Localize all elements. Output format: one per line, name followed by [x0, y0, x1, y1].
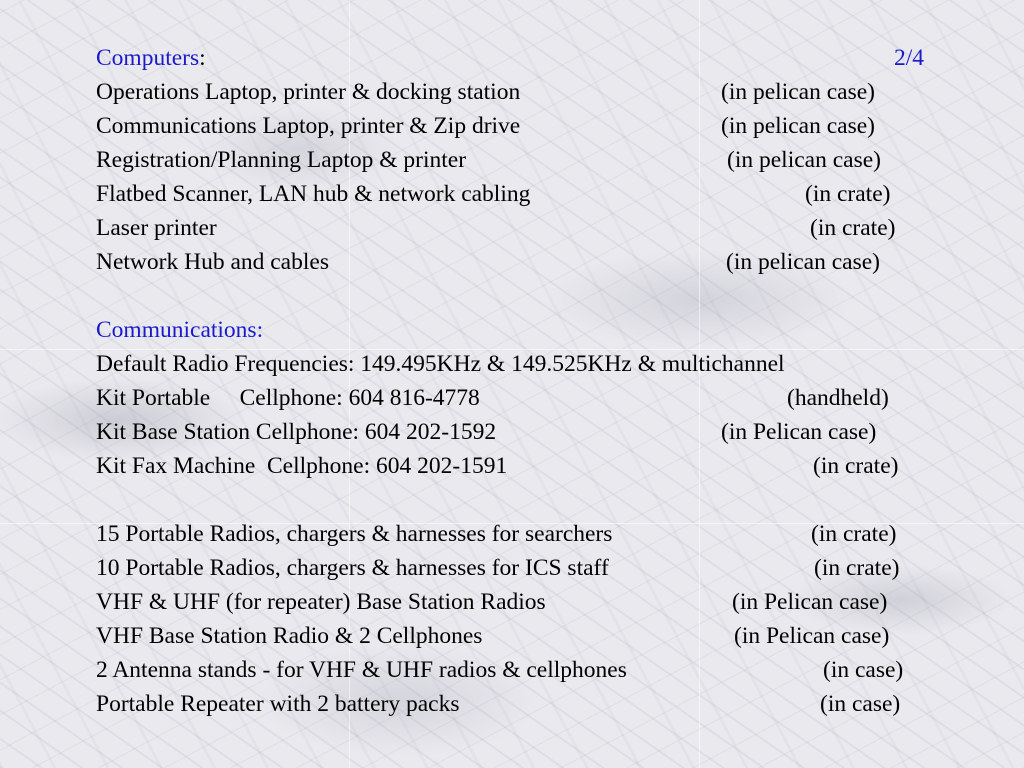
list-item — [96, 553, 928, 583]
item-name: VHF & UHF (for repeater) Base Station Radios — [96, 589, 546, 615]
computers-heading-line — [96, 43, 928, 73]
list-item — [96, 77, 928, 107]
list-item — [96, 383, 928, 413]
item-location: (in case) — [820, 691, 901, 717]
item-location: (in pelican case) — [726, 249, 880, 275]
item-location: (in crate) — [810, 215, 896, 241]
item-name: Kit Base Station Cellphone: 604 202-1592 — [96, 419, 497, 445]
computers-heading-colon: : — [199, 45, 206, 71]
item-name: Flatbed Scanner, LAN hub & network cabling — [96, 181, 531, 207]
list-item — [96, 621, 928, 651]
item-location: (in crate) — [805, 181, 891, 207]
item-name: 2 Antenna stands - for VHF & UHF radios & cellphones — [96, 657, 627, 683]
computers-heading: Computers — [96, 45, 200, 71]
communications-heading: Communications: — [96, 317, 264, 343]
item-location: (in case) — [823, 657, 904, 683]
communications-heading-line — [96, 315, 928, 345]
item-name: Registration/Planning Laptop & printer — [96, 147, 467, 173]
item-location: (in pelican case) — [721, 113, 875, 139]
list-item — [96, 655, 928, 685]
radio-frequencies — [96, 349, 928, 379]
list-item — [96, 417, 928, 447]
list-item — [96, 145, 928, 175]
list-item — [96, 519, 928, 549]
item-name: Laser printer — [96, 215, 217, 241]
frequencies-text: Default Radio Frequencies: 149.495KHz & 149.525KHz & multichannel — [96, 351, 785, 377]
item-location: (handheld) — [787, 385, 889, 411]
item-name: Portable Repeater with 2 battery packs — [96, 691, 460, 717]
list-item — [96, 179, 928, 209]
item-name: 10 Portable Radios, chargers & harnesses for ICS staff — [96, 555, 609, 581]
item-location: (in crate) — [814, 555, 900, 581]
item-name: Kit Fax Machine Cellphone: 604 202-1591 — [96, 453, 508, 479]
list-item — [96, 689, 928, 719]
list-item — [96, 213, 928, 243]
list-item — [96, 451, 928, 481]
item-location: (in pelican case) — [727, 147, 881, 173]
item-location: (in Pelican case) — [721, 419, 877, 445]
item-name: Communications Laptop, printer & Zip drive — [96, 113, 521, 139]
item-location: (in Pelican case) — [732, 589, 888, 615]
item-name: 15 Portable Radios, chargers & harnesses for searchers — [96, 521, 613, 547]
list-item — [96, 247, 928, 277]
item-name: VHF Base Station Radio & 2 Cellphones — [96, 623, 483, 649]
item-location: (in pelican case) — [721, 79, 875, 105]
page-number: 2/4 — [893, 45, 924, 71]
item-name: Network Hub and cables — [96, 249, 329, 275]
item-location: (in Pelican case) — [734, 623, 890, 649]
list-item — [96, 587, 928, 617]
item-location: (in crate) — [811, 521, 897, 547]
item-name: Kit Portable Cellphone: 604 816-4778 — [96, 385, 480, 411]
item-location: (in crate) — [813, 453, 899, 479]
item-name: Operations Laptop, printer & docking station — [96, 79, 521, 105]
list-item — [96, 111, 928, 141]
